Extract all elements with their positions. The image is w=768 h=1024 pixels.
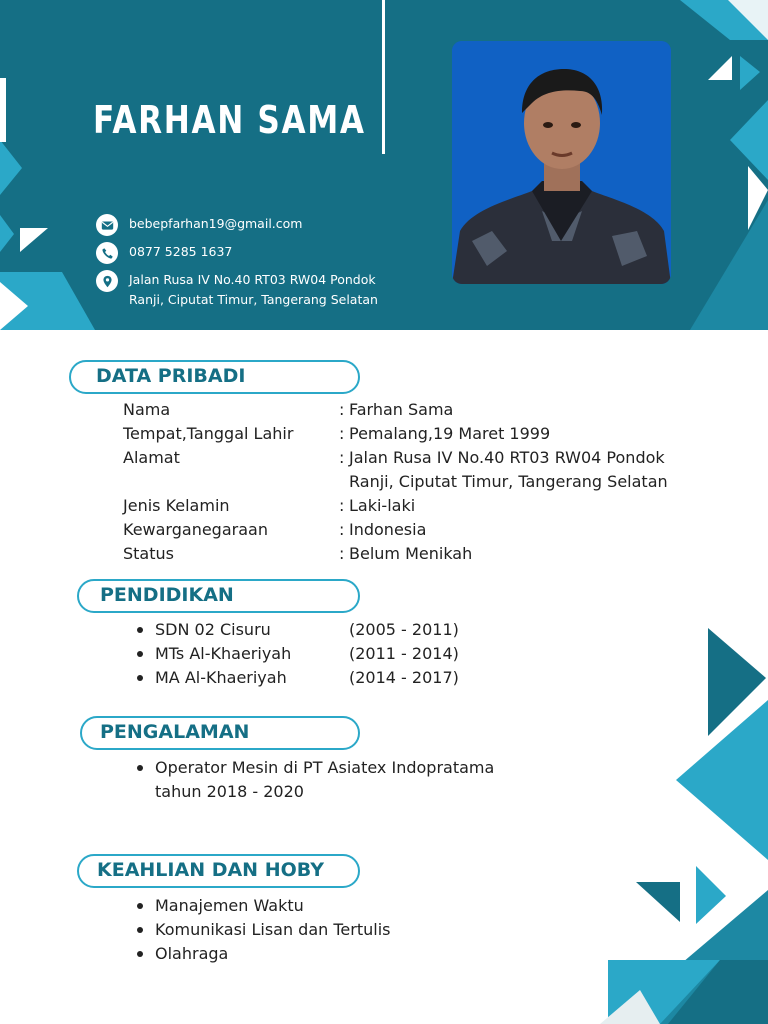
info-colon: : [339,400,345,419]
section-data-pribadi [69,360,360,394]
contact-phone [96,242,232,264]
skill-item: Komunikasi Lisan dan Tertulis [155,920,391,939]
info-label: Tempat,Tanggal Lahir [123,424,294,443]
phone-icon [96,242,118,264]
skill-item: Manajemen Waktu [155,896,304,915]
bullet-icon [137,903,143,909]
header-divider [382,0,385,154]
info-value: Belum Menikah [349,544,473,563]
info-value: Ranji, Ciputat Timur, Tangerang Selatan [349,472,668,491]
address-text [129,270,409,310]
school-name: MTs Al-Khaeriyah [155,644,292,663]
address-line-2: Ranji, Ciputat Timur, Tangerang Selatan [129,292,378,307]
bullet-icon [137,651,143,657]
info-colon: : [339,424,345,443]
bullet-icon [137,951,143,957]
info-label: Status [123,544,174,563]
contact-address [96,270,409,310]
info-value: Pemalang,19 Maret 1999 [349,424,551,443]
experience-line-1: Operator Mesin di PT Asiatex Indopratama [155,758,495,777]
school-name: SDN 02 Cisuru [155,620,271,639]
info-value: Laki-laki [349,496,416,515]
header-banner [0,0,768,330]
email-icon [96,214,118,236]
skill-item: Olahraga [155,944,229,963]
info-label: Alamat [123,448,180,467]
bullet-icon [137,765,143,771]
bullet-icon [137,675,143,681]
address-line-1: Jalan Rusa IV No.40 RT03 RW04 Pondok [129,272,376,287]
info-value: Farhan Sama [349,400,454,419]
bullet-icon [137,627,143,633]
school-years: (2011 - 2014) [349,644,459,663]
email-text[interactable]: bebepfarhan19@gmail.com [129,216,303,231]
info-value: Jalan Rusa IV No.40 RT03 RW04 Pondok [349,448,665,467]
info-colon: : [339,520,345,539]
info-colon: : [339,544,345,563]
section-title: PENDIDIKAN [100,584,234,606]
section-title: DATA PRIBADI [96,365,246,387]
location-icon [96,270,118,292]
section-pengalaman [80,716,360,750]
school-years: (2005 - 2011) [349,620,459,639]
info-label: Kewarganegaraan [123,520,268,539]
info-label: Nama [123,400,171,419]
section-pendidikan [77,579,360,613]
section-title: KEAHLIAN DAN HOBY [97,859,324,881]
phone-text[interactable]: 0877 5285 1637 [129,244,233,259]
info-label: Jenis Kelamin [123,496,230,515]
info-colon: : [339,448,345,467]
section-keahlian [77,854,360,888]
contact-email [96,214,302,236]
school-name: MA Al-Khaeriyah [155,668,287,687]
profile-photo [452,41,671,284]
candidate-name: FARHAN SAMA [93,98,366,142]
school-years: (2014 - 2017) [349,668,459,687]
bullet-icon [137,927,143,933]
section-title: PENGALAMAN [100,721,250,743]
info-colon: : [339,496,345,515]
experience-line-2: tahun 2018 - 2020 [155,782,304,801]
info-value: Indonesia [349,520,427,539]
person-portrait-icon [452,41,671,284]
